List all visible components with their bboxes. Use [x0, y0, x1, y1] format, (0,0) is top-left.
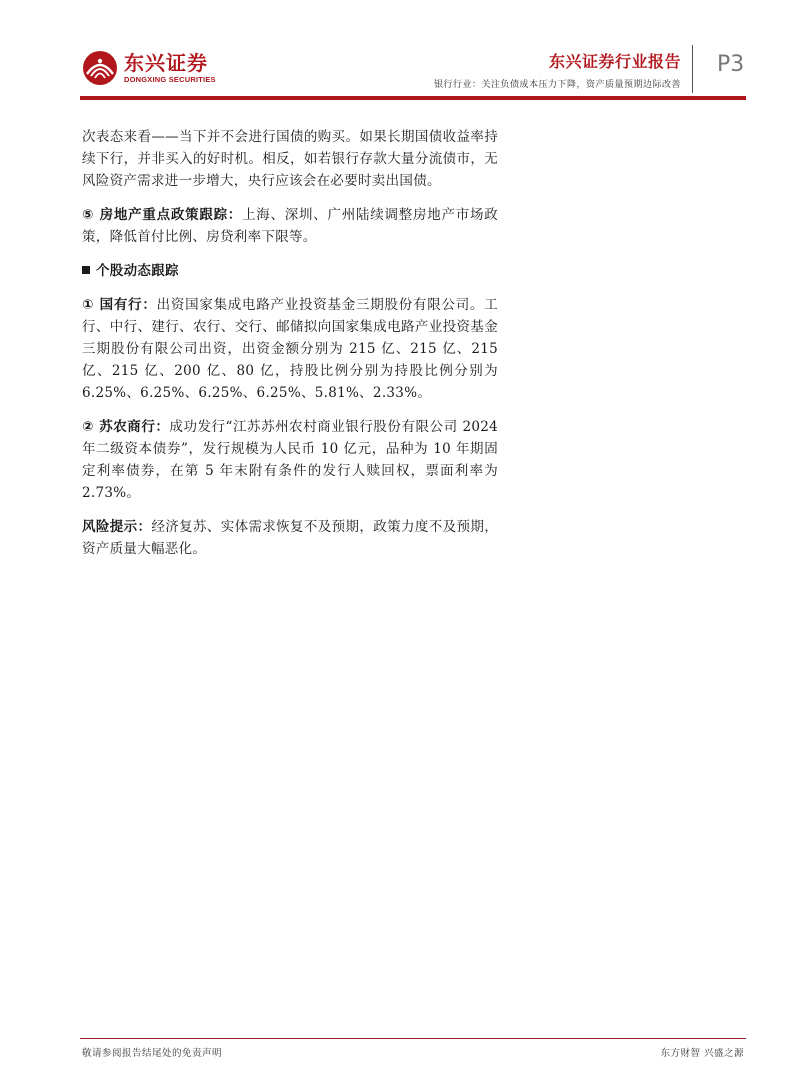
paragraph-bond-view: 次表态来看——当下并不会进行国债的购买。如果长期国债收益率持续下行，并非买入的好时机。相反，如若银行存款大量分流债市，无风险资产需求进一步增大，央行应该会在必要时卖出国债。: [82, 129, 498, 189]
square-bullet-icon: [82, 266, 90, 274]
logo-chinese-name: 东兴证券: [124, 50, 208, 75]
suzhou-rural-bank-text: 成功发行“江苏苏州农村商业银行股份有限公司 2024 年二级资本债券”，发行规模为人民币 10 亿元，品种为 10 年期固定利率债券，在第 5 年末附有条件的发行人赎回权，票面利率为 2.73%。: [82, 419, 498, 501]
section-title: 个股动态跟踪: [96, 263, 179, 279]
real-estate-policy-label: ⑤ 房地产重点政策跟踪：: [82, 207, 243, 223]
report-body: [82, 126, 498, 572]
paragraph-suzhou-rural-bank: [82, 416, 498, 504]
real-estate-policy-text: 上海、深圳、广州陆续调整房地产市场政策，降低首付比例、房贷利率下限等。: [82, 207, 499, 245]
footer-rule: [80, 1038, 746, 1039]
report-subtitle: 银行行业：关注负债成本压力下降，资产质量预期边际改善: [433, 80, 681, 90]
header-divider: [692, 45, 693, 93]
suzhou-rural-bank-label: ② 苏农商行：: [82, 419, 170, 435]
paragraph-real-estate-policy: [82, 204, 498, 248]
risk-warning-label: 风险提示：: [82, 519, 152, 535]
dongxing-logo-icon: [82, 50, 118, 86]
footer-slogan: 东方财智 兴盛之源: [660, 1048, 744, 1059]
section-heading-stocks: [82, 260, 498, 282]
logo-english-name: DONGXING SECURITIES: [124, 74, 216, 84]
report-title: 东兴证券行业报告: [548, 52, 681, 71]
paragraph-risk-warning: [82, 516, 498, 560]
paragraph-state-banks: [82, 294, 498, 404]
page-number: P3: [717, 52, 745, 77]
header-rule: [80, 96, 746, 100]
risk-warning-text: 经济复苏、实体需求恢复不及预期，政策力度不及预期，资产质量大幅恶化。: [82, 519, 499, 557]
state-banks-label: ① 国有行：: [82, 297, 157, 313]
state-banks-text: 出资国家集成电路产业投资基金三期股份有限公司。工行、中行、建行、农行、交行、邮储拟向国家集成电路产业投资基金三期股份有限公司出资，出资金额分别为 215 亿、215 亿、215 亿、215 亿、200 亿、80 亿，持股比例分别为持股比例分别为 6.25%、6.25%、6.25%、6.25%、5.81%、2.33%。: [82, 297, 498, 401]
company-logo: [82, 50, 216, 86]
footer-disclaimer: 敬请参阅报告结尾处的免责声明: [82, 1048, 223, 1059]
